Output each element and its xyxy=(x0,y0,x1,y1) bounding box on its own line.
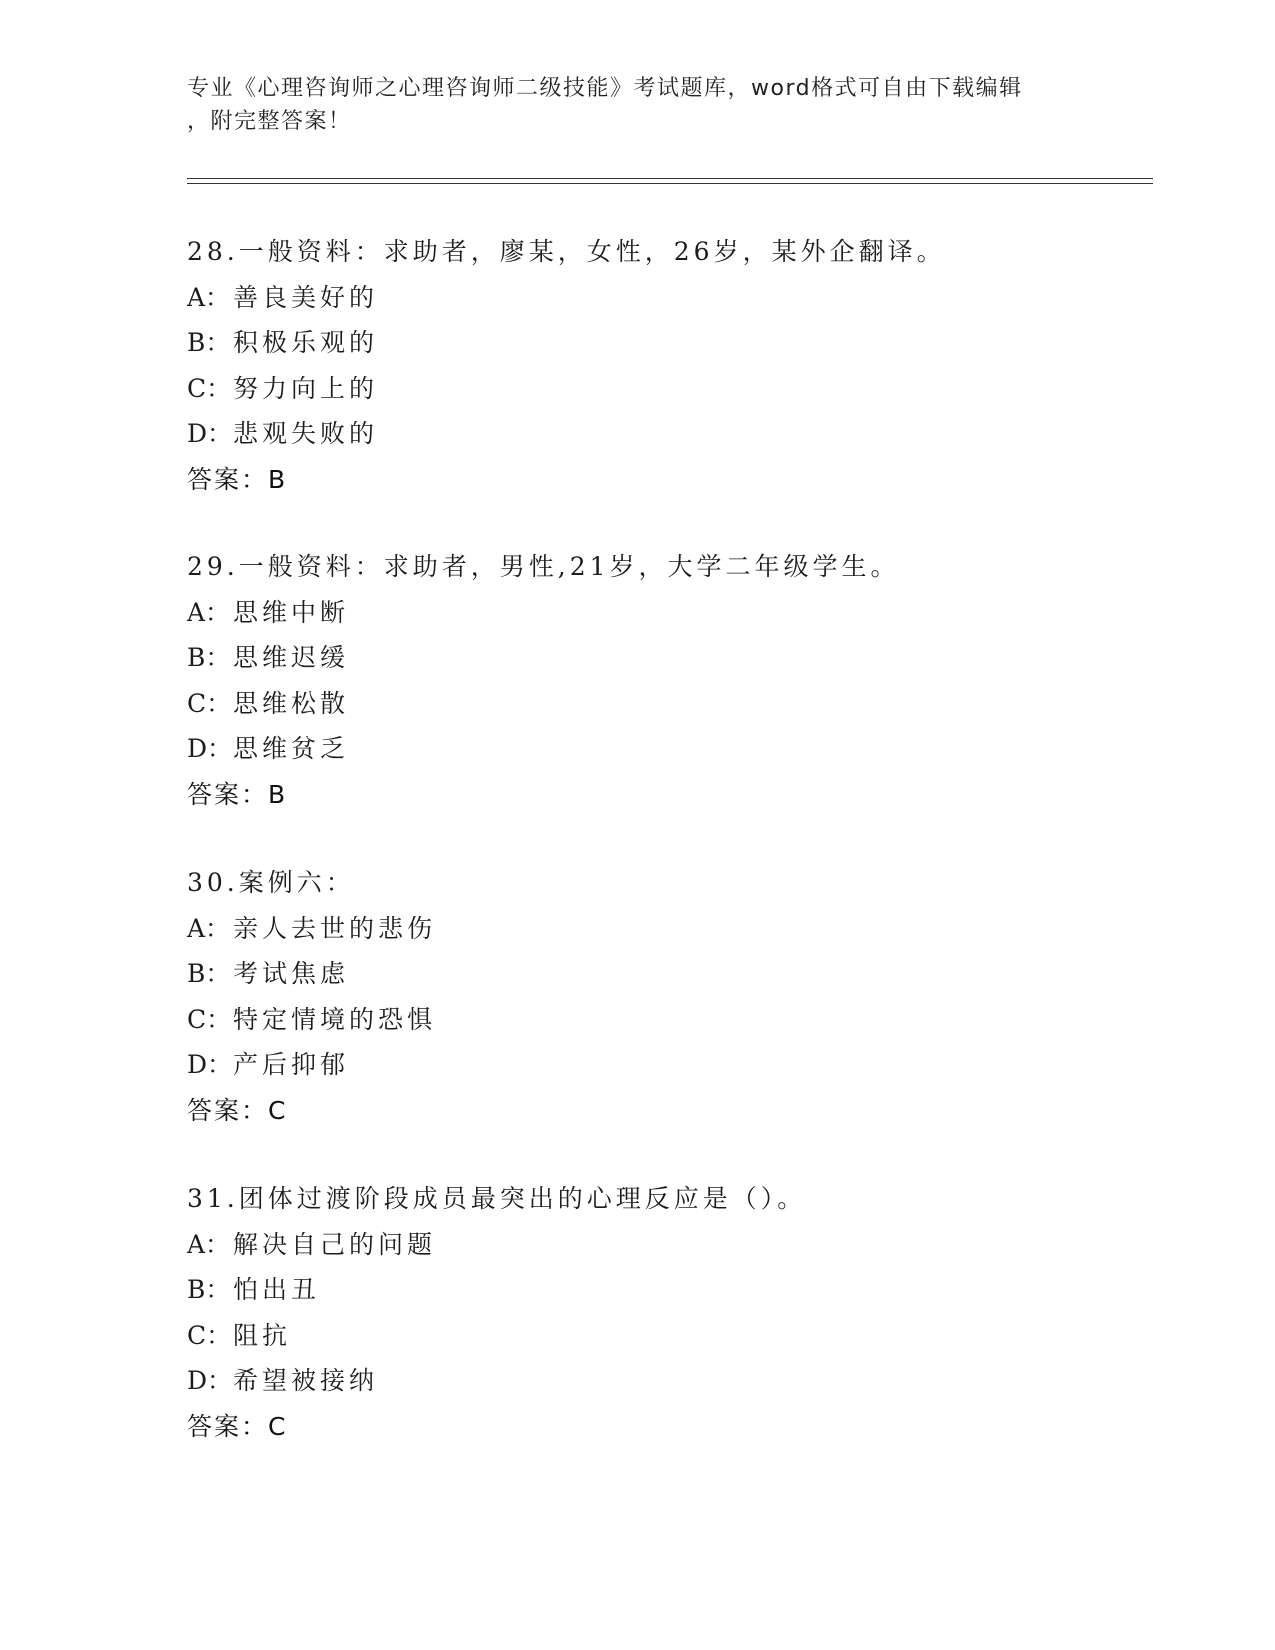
option-letter: A： xyxy=(187,597,231,627)
option-text: 积极乐观的 xyxy=(233,328,379,357)
option-b xyxy=(187,320,1147,366)
question-28 xyxy=(187,229,1147,502)
option-text: 怕出丑 xyxy=(233,1275,321,1304)
option-letter: C： xyxy=(187,688,232,718)
option-letter: A： xyxy=(187,1229,231,1259)
option-letter: D： xyxy=(187,1366,233,1395)
option-text: 亲人去世的悲伤 xyxy=(233,913,437,943)
option-b xyxy=(187,635,1147,681)
option-text: 考试焦虑 xyxy=(233,959,350,988)
header-divider-bottom xyxy=(187,183,1153,184)
header-line-1: 专业《心理咨询师之心理咨询师二级技能》考试题库，word格式可自由下载编辑 xyxy=(187,76,1023,101)
option-c xyxy=(187,1313,1147,1359)
option-letter: D： xyxy=(187,1050,233,1079)
option-a xyxy=(187,275,1147,321)
option-text: 思维迟缓 xyxy=(233,643,350,672)
question-31 xyxy=(187,1176,1147,1449)
header-line-2: ，附完整答案！ xyxy=(187,109,352,134)
option-d xyxy=(187,726,1147,772)
answer: 答案：B xyxy=(187,464,288,494)
question-30 xyxy=(187,860,1147,1133)
option-letter: B： xyxy=(187,959,231,988)
option-letter: A： xyxy=(187,913,231,943)
option-letter: C： xyxy=(187,1320,232,1350)
option-b xyxy=(187,951,1147,997)
document-header xyxy=(187,72,1067,138)
question-29 xyxy=(187,544,1147,817)
option-text: 思维中断 xyxy=(233,597,350,627)
answer: 答案：C xyxy=(187,1411,288,1441)
option-c xyxy=(187,997,1147,1043)
option-letter: D： xyxy=(187,419,233,448)
option-d xyxy=(187,411,1147,457)
option-text: 思维松散 xyxy=(233,688,350,718)
option-text: 希望被接纳 xyxy=(233,1366,379,1395)
option-letter: B： xyxy=(187,1275,231,1304)
option-text: 悲观失败的 xyxy=(233,419,379,448)
option-text: 努力向上的 xyxy=(233,373,379,403)
header-divider-top xyxy=(187,178,1153,179)
option-a xyxy=(187,590,1147,636)
option-d xyxy=(187,1042,1147,1088)
option-letter: B： xyxy=(187,328,231,357)
option-text: 特定情境的恐惧 xyxy=(233,1004,437,1034)
option-a xyxy=(187,906,1147,952)
question-title: 29.一般资料：求助者，男性,21岁，大学二年级学生。 xyxy=(187,552,900,581)
option-letter: C： xyxy=(187,373,232,403)
question-title: 30.案例六： xyxy=(187,868,355,897)
option-text: 善良美好的 xyxy=(233,282,379,312)
option-letter: B： xyxy=(187,643,231,672)
option-text: 解决自己的问题 xyxy=(233,1229,437,1259)
option-a xyxy=(187,1222,1147,1268)
option-text: 产后抑郁 xyxy=(233,1050,350,1079)
option-c xyxy=(187,681,1147,727)
option-text: 阻抗 xyxy=(233,1320,292,1350)
option-c xyxy=(187,366,1147,412)
answer: 答案：C xyxy=(187,1095,288,1125)
answer: 答案：B xyxy=(187,779,288,809)
option-text: 思维贫乏 xyxy=(233,734,350,763)
option-b xyxy=(187,1267,1147,1313)
option-letter: C： xyxy=(187,1004,232,1034)
option-letter: D： xyxy=(187,734,233,763)
option-d xyxy=(187,1358,1147,1404)
option-letter: A： xyxy=(187,282,231,312)
question-title: 28.一般资料：求助者，廖某，女性，26岁，某外企翻译。 xyxy=(187,237,946,266)
question-title: 31.团体过渡阶段成员最突出的心理反应是（）。 xyxy=(187,1184,807,1213)
